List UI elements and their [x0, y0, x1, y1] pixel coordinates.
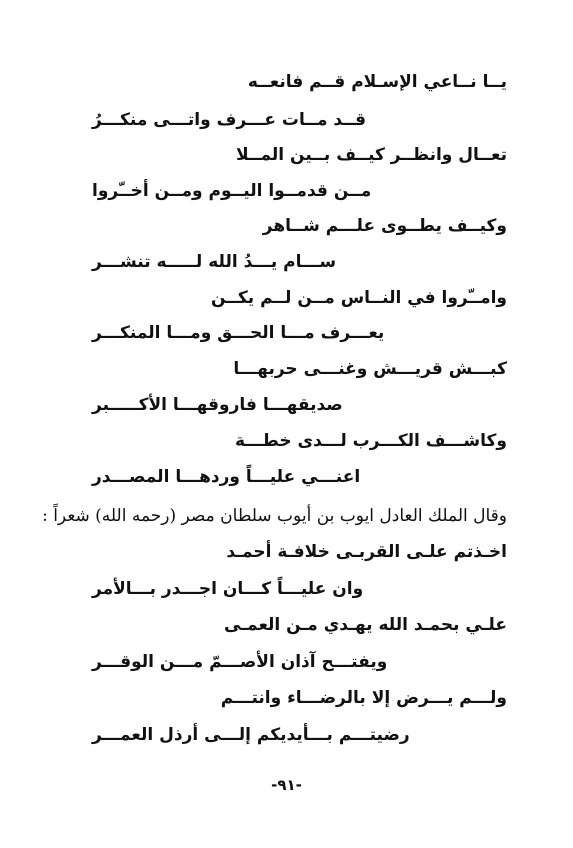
poem1-line-12: اعنـــي عليـــاً وردهـــا المصـــدر [92, 467, 361, 487]
poem2-line-4: ويفتـــح آذان الأصـــمّ مـــن الوقـــر [92, 652, 388, 672]
poem2-line-6: رضيتـــم بـــأيديكم إلـــى أرذل العمـــر [92, 725, 410, 745]
poem1-line-1: يــا نــاعي الإسـلام قــم فانعــه [247, 72, 507, 92]
section-heading: وقال الملك العادل ايوب بن أيوب سلطان مصر (رحمه الله) شعراً : [42, 506, 507, 526]
poem1-line-5: وكيــف يطــوى علـــم شــاهر [262, 216, 507, 236]
poem2-line-1: اخـذتم علـى القربـى خلافـة أحمـد [226, 542, 507, 562]
poem1-line-7: وامــّروا في النــاس مــن لــم يكــن [210, 288, 507, 308]
poem2-line-2: وان عليـــاً كـــان اجـــدر بـــالأمر [92, 579, 364, 599]
poem1-line-11: وكاشـــف الكـــرب لـــدى خطـــة [235, 431, 507, 451]
poem1-line-8: يعـــرف مـــا الحـــق ومـــا المنكـــر [92, 323, 385, 343]
poem1-line-9: كبـــش قريـــش وغنـــى حربهـــا [233, 359, 507, 379]
poem1-line-3: تعــال وانظــر كيــف بــين المــلا [235, 145, 507, 165]
poem1-line-10: صديقهـــا فاروقهـــا الأكـــــبر [92, 395, 343, 415]
poem1-line-6: ســـام يـــدُ الله لـــــه تنشـــر [92, 252, 337, 272]
page-number: -٩١- [271, 776, 302, 794]
poem2-line-3: علـي بحمـد الله يهـدي مـن العمـى [224, 615, 507, 635]
poem1-line-2: قــد مــات عـــرف واتـــى منكـــرُ [92, 110, 366, 130]
poem2-line-5: ولـــم يـــرض إلا بالرضـــاء وانتـــم [220, 688, 507, 708]
poem1-line-4: مــن قدمــوا اليــوم ومــن أخــّروا [92, 181, 372, 201]
